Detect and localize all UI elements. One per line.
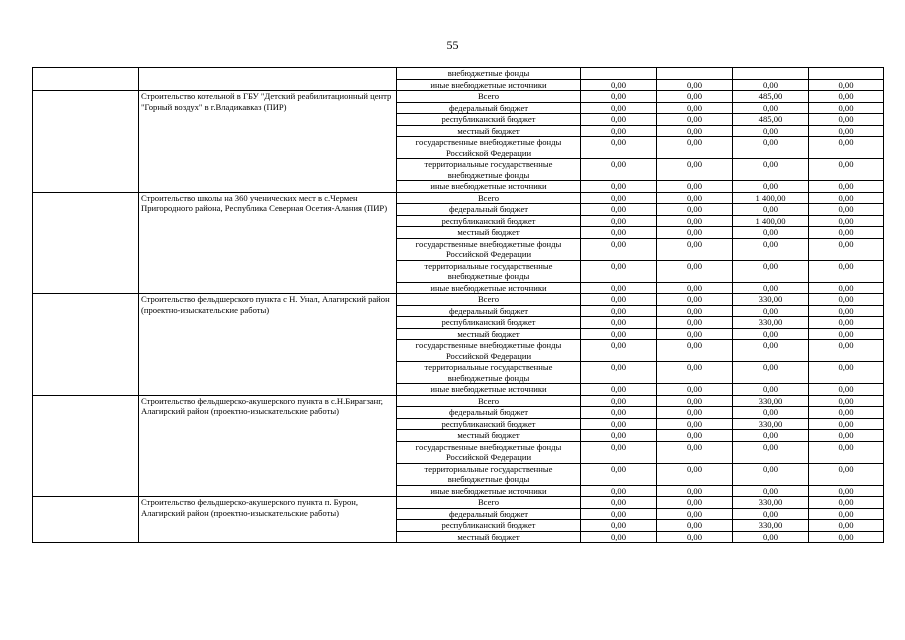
- value-cell: 0,00: [809, 384, 884, 396]
- funding-source-cell: государственные внебюджетные фонды Российской Федерации: [397, 137, 581, 159]
- value-cell: 0,00: [657, 485, 733, 497]
- value-cell: 0,00: [733, 125, 809, 137]
- value-cell: 0,00: [657, 159, 733, 181]
- value-cell: 0,00: [809, 441, 884, 463]
- value-cell: 0,00: [809, 317, 884, 329]
- table-row: [33, 91, 884, 103]
- value-cell: 0,00: [581, 384, 657, 396]
- value-cell: 0,00: [657, 520, 733, 532]
- funding-source-cell: иные внебюджетные источники: [397, 384, 581, 396]
- value-cell: 0,00: [733, 305, 809, 317]
- value-cell: 0,00: [657, 328, 733, 340]
- value-cell: 0,00: [733, 531, 809, 543]
- value-cell: 0,00: [657, 531, 733, 543]
- value-cell: 0,00: [809, 395, 884, 407]
- value-cell: 0,00: [581, 79, 657, 91]
- value-cell: 0,00: [809, 531, 884, 543]
- value-cell: 0,00: [581, 508, 657, 520]
- value-cell: 0,00: [733, 204, 809, 216]
- value-cell: 0,00: [733, 328, 809, 340]
- value-cell: 0,00: [581, 192, 657, 204]
- value-cell: 0,00: [809, 181, 884, 193]
- value-cell: 0,00: [809, 305, 884, 317]
- value-cell: 0,00: [809, 430, 884, 442]
- value-cell: 0,00: [581, 282, 657, 294]
- value-cell: 0,00: [809, 91, 884, 103]
- value-cell: 0,00: [657, 294, 733, 306]
- funding-source-cell: иные внебюджетные источники: [397, 79, 581, 91]
- value-cell: 0,00: [657, 305, 733, 317]
- value-cell: [581, 68, 657, 80]
- funding-source-cell: территориальные государственные внебюджетные фонды: [397, 362, 581, 384]
- value-cell: [809, 68, 884, 80]
- funding-source-cell: государственные внебюджетные фонды Российской Федерации: [397, 238, 581, 260]
- row-code-cell: [33, 497, 139, 543]
- value-cell: 0,00: [809, 362, 884, 384]
- value-cell: 0,00: [657, 418, 733, 430]
- value-cell: 330,00: [733, 395, 809, 407]
- value-cell: 0,00: [809, 328, 884, 340]
- value-cell: 0,00: [809, 497, 884, 509]
- value-cell: 0,00: [809, 102, 884, 114]
- value-cell: 0,00: [581, 418, 657, 430]
- funding-source-cell: территориальные государственные внебюджетные фонды: [397, 159, 581, 181]
- value-cell: 330,00: [733, 520, 809, 532]
- funding-source-cell: республиканский бюджет: [397, 215, 581, 227]
- value-cell: 0,00: [733, 384, 809, 396]
- value-cell: 0,00: [809, 340, 884, 362]
- value-cell: 0,00: [657, 384, 733, 396]
- value-cell: 0,00: [809, 282, 884, 294]
- value-cell: 0,00: [581, 204, 657, 216]
- value-cell: 0,00: [733, 159, 809, 181]
- value-cell: 0,00: [581, 137, 657, 159]
- funding-source-cell: местный бюджет: [397, 430, 581, 442]
- funding-source-cell: Всего: [397, 497, 581, 509]
- value-cell: 0,00: [809, 520, 884, 532]
- value-cell: 0,00: [809, 159, 884, 181]
- value-cell: 0,00: [581, 362, 657, 384]
- value-cell: 0,00: [657, 238, 733, 260]
- value-cell: 0,00: [581, 407, 657, 419]
- value-cell: 330,00: [733, 418, 809, 430]
- value-cell: 0,00: [733, 362, 809, 384]
- value-cell: 330,00: [733, 294, 809, 306]
- value-cell: 0,00: [581, 215, 657, 227]
- value-cell: 0,00: [809, 137, 884, 159]
- funding-source-cell: федеральный бюджет: [397, 204, 581, 216]
- project-name-cell: Строительство школы на 360 ученических мест в с.Чермен Пригородного района, Республика Северная Осетия-Алания (ПИР): [139, 192, 397, 294]
- value-cell: 0,00: [581, 485, 657, 497]
- value-cell: 0,00: [809, 485, 884, 497]
- value-cell: 0,00: [809, 192, 884, 204]
- value-cell: 0,00: [657, 181, 733, 193]
- value-cell: [733, 68, 809, 80]
- value-cell: 1 400,00: [733, 192, 809, 204]
- value-cell: 0,00: [581, 305, 657, 317]
- value-cell: 0,00: [581, 328, 657, 340]
- value-cell: 0,00: [809, 508, 884, 520]
- value-cell: 0,00: [809, 294, 884, 306]
- value-cell: 0,00: [657, 260, 733, 282]
- value-cell: 485,00: [733, 114, 809, 126]
- value-cell: 0,00: [657, 79, 733, 91]
- project-name-cell: [139, 68, 397, 91]
- funding-source-cell: внебюджетные фонды: [397, 68, 581, 80]
- value-cell: 0,00: [657, 227, 733, 239]
- project-name-cell: Строительство котельной в ГБУ "Детский реабилитационный центр "Горный воздух" в г.Владикавказ (ПИР): [139, 91, 397, 193]
- value-cell: 0,00: [657, 282, 733, 294]
- value-cell: 0,00: [809, 204, 884, 216]
- value-cell: 0,00: [657, 317, 733, 329]
- value-cell: 0,00: [733, 181, 809, 193]
- budget-table: [32, 67, 884, 543]
- value-cell: 0,00: [733, 508, 809, 520]
- value-cell: 0,00: [581, 294, 657, 306]
- value-cell: 0,00: [809, 114, 884, 126]
- value-cell: 0,00: [657, 204, 733, 216]
- funding-source-cell: республиканский бюджет: [397, 520, 581, 532]
- funding-source-cell: Всего: [397, 395, 581, 407]
- value-cell: 0,00: [581, 114, 657, 126]
- funding-source-cell: иные внебюджетные источники: [397, 181, 581, 193]
- project-name-cell: Строительство фельдшерско-акушерского пункта в с.Н.Бирагзанг, Алагирский район (проектно-изыскательские работы): [139, 395, 397, 497]
- value-cell: 0,00: [809, 238, 884, 260]
- funding-source-cell: Всего: [397, 91, 581, 103]
- value-cell: 0,00: [657, 192, 733, 204]
- value-cell: 0,00: [733, 340, 809, 362]
- value-cell: 0,00: [581, 520, 657, 532]
- value-cell: 0,00: [809, 463, 884, 485]
- value-cell: 0,00: [581, 340, 657, 362]
- funding-source-cell: республиканский бюджет: [397, 418, 581, 430]
- funding-source-cell: государственные внебюджетные фонды Российской Федерации: [397, 441, 581, 463]
- funding-source-cell: иные внебюджетные источники: [397, 282, 581, 294]
- value-cell: 0,00: [733, 260, 809, 282]
- project-name-cell: Строительство фельдшерско-акушерского пункта п. Бурон, Алагирский район (проектно-изыскательские работы): [139, 497, 397, 543]
- value-cell: 0,00: [733, 227, 809, 239]
- value-cell: 485,00: [733, 91, 809, 103]
- funding-source-cell: государственные внебюджетные фонды Российской Федерации: [397, 340, 581, 362]
- funding-source-cell: иные внебюджетные источники: [397, 485, 581, 497]
- value-cell: 0,00: [809, 125, 884, 137]
- funding-source-cell: территориальные государственные внебюджетные фонды: [397, 463, 581, 485]
- funding-source-cell: Всего: [397, 192, 581, 204]
- value-cell: 0,00: [581, 497, 657, 509]
- table-row: [33, 294, 884, 306]
- value-cell: 0,00: [657, 430, 733, 442]
- funding-source-cell: республиканский бюджет: [397, 114, 581, 126]
- row-code-cell: [33, 192, 139, 294]
- value-cell: 330,00: [733, 497, 809, 509]
- value-cell: 0,00: [657, 395, 733, 407]
- funding-source-cell: федеральный бюджет: [397, 407, 581, 419]
- value-cell: 0,00: [657, 362, 733, 384]
- value-cell: 0,00: [733, 430, 809, 442]
- funding-source-cell: республиканский бюджет: [397, 317, 581, 329]
- funding-source-cell: местный бюджет: [397, 531, 581, 543]
- value-cell: 0,00: [581, 238, 657, 260]
- project-name-cell: Строительство фельдшерского пункта с Н. Унал, Алагирский район (проектно-изыскательские работы): [139, 294, 397, 396]
- value-cell: 0,00: [733, 282, 809, 294]
- value-cell: 0,00: [657, 125, 733, 137]
- funding-source-cell: Всего: [397, 294, 581, 306]
- value-cell: 0,00: [657, 441, 733, 463]
- value-cell: 0,00: [581, 395, 657, 407]
- value-cell: 0,00: [733, 407, 809, 419]
- value-cell: 0,00: [581, 102, 657, 114]
- value-cell: 0,00: [657, 114, 733, 126]
- row-code-cell: [33, 68, 139, 91]
- value-cell: 0,00: [657, 463, 733, 485]
- value-cell: 0,00: [809, 215, 884, 227]
- page-number: 55: [446, 38, 459, 52]
- value-cell: 0,00: [733, 485, 809, 497]
- value-cell: 1 400,00: [733, 215, 809, 227]
- value-cell: 0,00: [657, 91, 733, 103]
- value-cell: 0,00: [657, 102, 733, 114]
- funding-source-cell: местный бюджет: [397, 227, 581, 239]
- table-row: [33, 497, 884, 509]
- funding-source-cell: федеральный бюджет: [397, 305, 581, 317]
- value-cell: 0,00: [581, 317, 657, 329]
- value-cell: 0,00: [581, 125, 657, 137]
- table-row: [33, 192, 884, 204]
- value-cell: 0,00: [581, 227, 657, 239]
- value-cell: 0,00: [581, 91, 657, 103]
- value-cell: 0,00: [581, 441, 657, 463]
- funding-source-cell: местный бюджет: [397, 125, 581, 137]
- value-cell: 330,00: [733, 317, 809, 329]
- value-cell: 0,00: [657, 340, 733, 362]
- funding-source-cell: местный бюджет: [397, 328, 581, 340]
- value-cell: 0,00: [581, 430, 657, 442]
- row-code-cell: [33, 395, 139, 497]
- value-cell: 0,00: [581, 463, 657, 485]
- value-cell: 0,00: [733, 137, 809, 159]
- value-cell: 0,00: [809, 418, 884, 430]
- value-cell: 0,00: [581, 181, 657, 193]
- value-cell: 0,00: [733, 463, 809, 485]
- value-cell: 0,00: [657, 497, 733, 509]
- value-cell: 0,00: [657, 137, 733, 159]
- value-cell: 0,00: [581, 531, 657, 543]
- row-code-cell: [33, 91, 139, 193]
- funding-source-cell: федеральный бюджет: [397, 102, 581, 114]
- table-row: [33, 395, 884, 407]
- value-cell: 0,00: [809, 407, 884, 419]
- value-cell: 0,00: [733, 102, 809, 114]
- funding-source-cell: территориальные государственные внебюджетные фонды: [397, 260, 581, 282]
- value-cell: 0,00: [657, 407, 733, 419]
- row-code-cell: [33, 294, 139, 396]
- value-cell: 0,00: [733, 441, 809, 463]
- value-cell: 0,00: [733, 238, 809, 260]
- table-row: [33, 68, 884, 80]
- value-cell: 0,00: [657, 215, 733, 227]
- value-cell: 0,00: [581, 260, 657, 282]
- funding-source-cell: федеральный бюджет: [397, 508, 581, 520]
- value-cell: 0,00: [657, 508, 733, 520]
- value-cell: [657, 68, 733, 80]
- value-cell: 0,00: [809, 260, 884, 282]
- value-cell: 0,00: [581, 159, 657, 181]
- value-cell: 0,00: [809, 227, 884, 239]
- value-cell: 0,00: [809, 79, 884, 91]
- value-cell: 0,00: [733, 79, 809, 91]
